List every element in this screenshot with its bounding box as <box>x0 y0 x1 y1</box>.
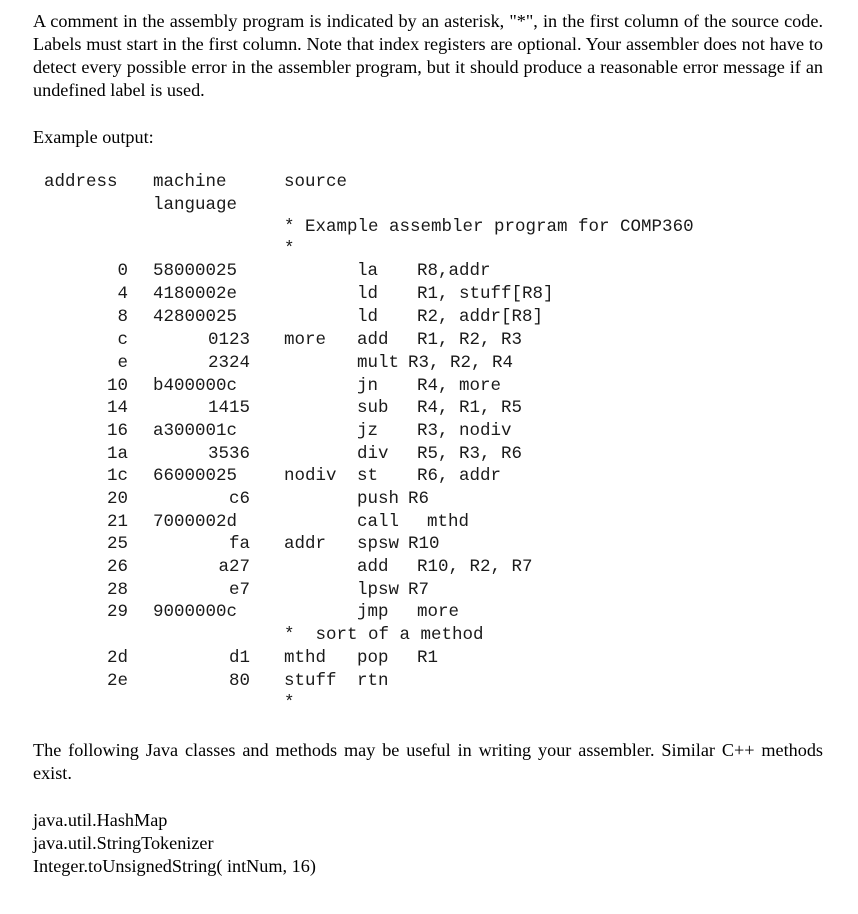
intro-paragraph: A comment in the assembly program is indicated by an asterisk, "*", in the first column of the source code. Labels must start in the first column. Note that index registers are optional. Your assembler does not have to detect every possible error in the assembler program, but it should produce a reasonable error message if an undefined label is used. <box>33 11 823 100</box>
source-operands: R7 <box>408 580 430 600</box>
listing-machine-cell <box>150 647 250 669</box>
source-opcode: rtn <box>357 671 389 691</box>
machine-code-value: 9000000c <box>153 602 238 622</box>
source-opcode: la <box>357 261 379 281</box>
address-value: 10 <box>106 376 128 396</box>
machine-code-value: 1415 <box>207 398 250 418</box>
listing-address-cell <box>60 465 128 487</box>
comment-title: * Example assembler program for COMP360 <box>284 217 694 237</box>
address-value: 4 <box>117 284 128 304</box>
machine-code-value: 58000025 <box>153 261 238 281</box>
listing-machine-cell <box>150 329 250 351</box>
machine-code-value: e7 <box>228 580 250 600</box>
listing-address-cell <box>60 670 128 692</box>
source-operands: R1, stuff[R8] <box>417 284 554 304</box>
address-value: 8 <box>117 307 128 327</box>
source-opcode: sub <box>357 398 389 418</box>
source-operands: R4, more <box>417 376 502 396</box>
listing-address-cell <box>60 556 128 578</box>
header-address: address <box>44 172 118 192</box>
machine-code-value: c6 <box>228 489 250 509</box>
machine-code-value: 42800025 <box>153 307 238 327</box>
listing-machine-cell <box>150 306 250 328</box>
machine-code-value: 0123 <box>207 330 250 350</box>
listing-machine-cell <box>150 352 250 374</box>
listing-address-cell <box>60 488 128 510</box>
source-opcode: st <box>357 466 379 486</box>
source-operands: R3, nodiv <box>417 421 512 441</box>
address-value: 2d <box>106 648 128 668</box>
source-operands: R10 <box>408 534 440 554</box>
method-tounsignedstring: Integer.toUnsignedString( intNum, 16) <box>33 856 316 876</box>
source-opcode: jn <box>357 376 379 396</box>
source-operands: R5, R3, R6 <box>417 444 523 464</box>
source-operands: more <box>417 602 460 622</box>
listing-machine-cell <box>150 375 250 397</box>
source-opcode: pop <box>357 648 389 668</box>
listing-machine-cell <box>150 420 250 442</box>
listing-machine-cell <box>150 579 250 601</box>
address-value: 1c <box>106 466 128 486</box>
source-label: stuff <box>284 671 337 691</box>
address-value: c <box>117 330 128 350</box>
source-label: more <box>284 330 327 350</box>
source-operands: R2, addr[R8] <box>417 307 544 327</box>
source-opcode: mult <box>357 353 400 373</box>
machine-code-value: d1 <box>228 648 250 668</box>
machine-code-value: a300001c <box>153 421 238 441</box>
listing-machine-cell <box>150 488 250 510</box>
source-operands: R6 <box>408 489 430 509</box>
header-source: source <box>284 172 348 192</box>
comment-star: * <box>284 693 295 713</box>
address-value: 20 <box>106 489 128 509</box>
listing-address-cell <box>60 375 128 397</box>
listing-address-cell <box>60 647 128 669</box>
source-operands: R10, R2, R7 <box>417 557 533 577</box>
listing-machine-cell <box>150 443 250 465</box>
machine-code-value: 4180002e <box>153 284 238 304</box>
source-opcode: spsw <box>357 534 400 554</box>
source-opcode: add <box>357 557 389 577</box>
listing-address-cell <box>60 443 128 465</box>
source-opcode: lpsw <box>357 580 400 600</box>
listing-address-cell <box>60 352 128 374</box>
listing-address-cell <box>60 579 128 601</box>
address-value: 2e <box>106 671 128 691</box>
source-operands: R3, R2, R4 <box>408 353 514 373</box>
header-machine: machine <box>153 172 227 192</box>
source-opcode: call <box>357 512 400 532</box>
source-label: nodiv <box>284 466 337 486</box>
address-value: 28 <box>106 580 128 600</box>
listing-address-cell <box>60 511 128 533</box>
comment-star: * <box>284 239 295 259</box>
address-value: 14 <box>106 398 128 418</box>
listing-address-cell <box>60 283 128 305</box>
listing-machine-cell <box>150 260 250 282</box>
machine-code-value: 80 <box>228 671 250 691</box>
source-operands: R4, R1, R5 <box>417 398 523 418</box>
machine-code-value: 7000002d <box>153 512 238 532</box>
footer-paragraph: The following Java classes and methods may be useful in writing your assembler. Similar C++ methods exist. <box>33 740 823 783</box>
listing-address-cell <box>60 601 128 623</box>
listing-machine-cell <box>150 465 250 487</box>
source-opcode: div <box>357 444 389 464</box>
listing-machine-cell <box>150 601 250 623</box>
header-language: language <box>153 195 238 215</box>
source-operands: R1, R2, R3 <box>417 330 523 350</box>
class-hashmap: java.util.HashMap <box>33 810 168 830</box>
listing-address-cell <box>60 397 128 419</box>
class-stringtokenizer: java.util.StringTokenizer <box>33 833 214 853</box>
source-opcode: jz <box>357 421 379 441</box>
address-value: e <box>117 353 128 373</box>
listing-machine-cell <box>150 397 250 419</box>
source-operands: R6, addr <box>417 466 502 486</box>
address-value: 16 <box>106 421 128 441</box>
machine-code-value: a27 <box>218 557 250 577</box>
source-label: mthd <box>284 648 327 668</box>
listing-machine-cell <box>150 533 250 555</box>
address-value: 0 <box>117 261 128 281</box>
comment-sort: * sort of a method <box>284 625 484 645</box>
source-opcode: push <box>357 489 400 509</box>
listing-machine-cell <box>150 670 250 692</box>
source-opcode: ld <box>357 307 379 327</box>
source-operands: R1 <box>417 648 439 668</box>
address-value: 29 <box>106 602 128 622</box>
machine-code-value: b400000c <box>153 376 238 396</box>
listing-address-cell <box>60 306 128 328</box>
listing-address-cell <box>60 260 128 282</box>
listing-address-cell <box>60 420 128 442</box>
machine-code-value: 2324 <box>207 353 250 373</box>
address-value: 21 <box>106 512 128 532</box>
listing-address-cell <box>60 533 128 555</box>
source-label: addr <box>284 534 327 554</box>
address-value: 26 <box>106 557 128 577</box>
listing-machine-cell <box>150 511 250 533</box>
address-value: 25 <box>106 534 128 554</box>
example-heading: Example output: <box>33 127 154 147</box>
source-operands: mthd <box>427 512 470 532</box>
address-value: 1a <box>106 444 128 464</box>
source-operands: R8,addr <box>417 261 491 281</box>
machine-code-value: 66000025 <box>153 466 238 486</box>
source-opcode: add <box>357 330 389 350</box>
source-opcode: jmp <box>357 602 389 622</box>
source-opcode: ld <box>357 284 379 304</box>
machine-code-value: fa <box>228 534 250 554</box>
listing-machine-cell <box>150 556 250 578</box>
listing-address-cell <box>60 329 128 351</box>
listing-machine-cell <box>150 283 250 305</box>
machine-code-value: 3536 <box>207 444 250 464</box>
